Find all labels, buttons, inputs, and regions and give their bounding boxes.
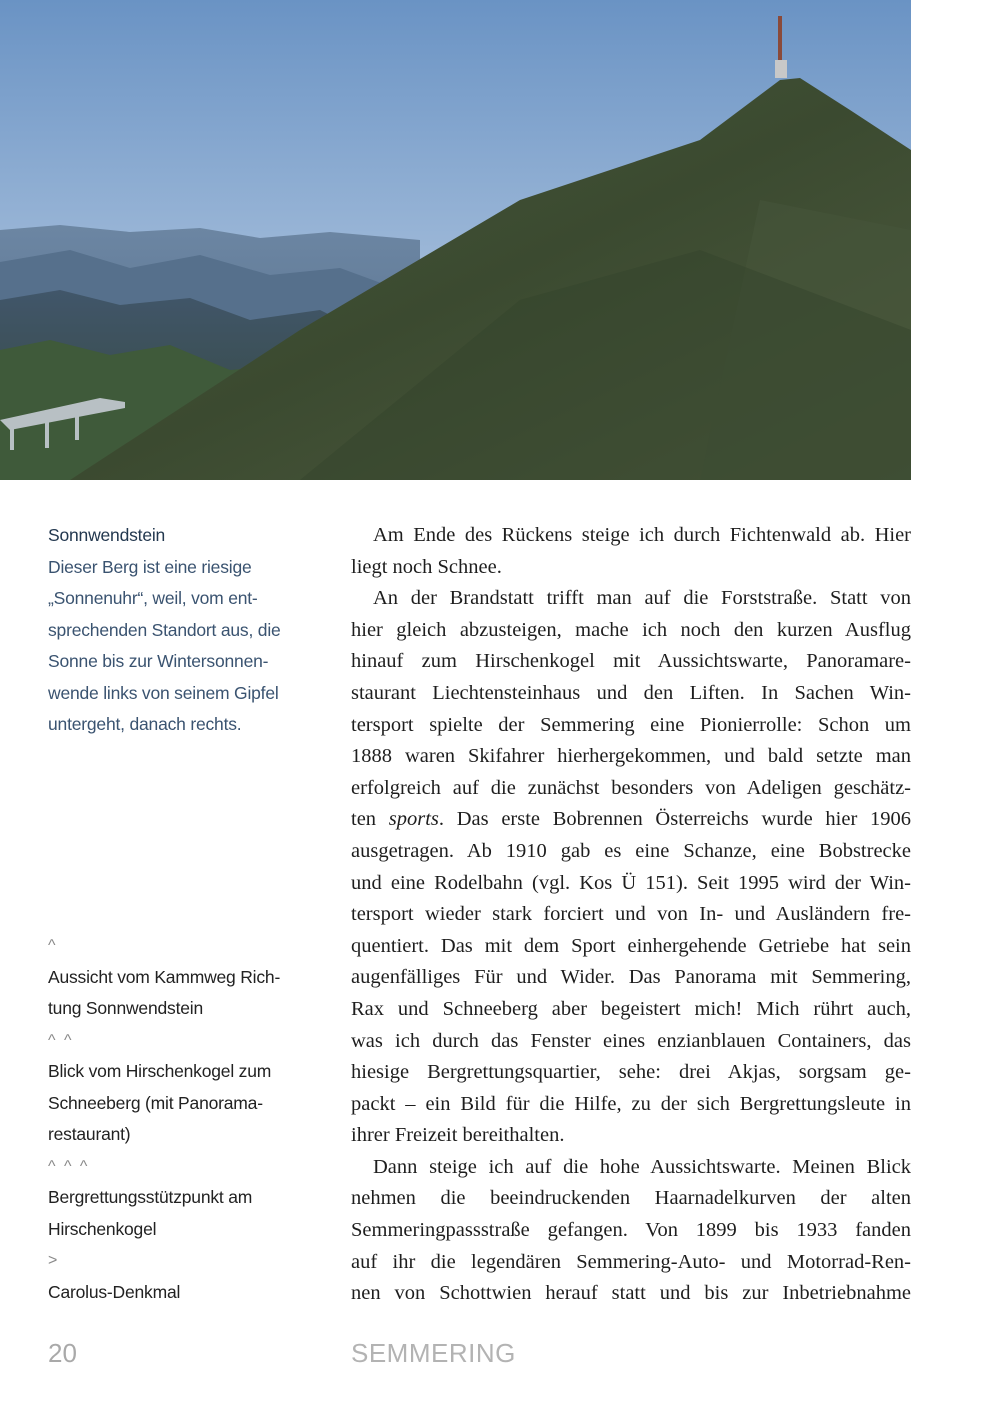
text-line: Rax und Schneeberg aber begeistert mich! Mich rührt auch, <box>351 997 911 1020</box>
caption-line: Carolus-Denkmal <box>48 1281 181 1302</box>
running-head: SEMMERING <box>351 1338 516 1368</box>
text-line: erfolgreich auf die zunächst besonders von Adeligen geschätz- <box>351 776 911 799</box>
sidebar-line: Sonne bis zur Wintersonnen- <box>48 651 269 671</box>
text-line: Dann steige ich auf die hohe Aussichtswarte. Meinen Blick <box>373 1155 911 1178</box>
text-line <box>351 804 911 836</box>
text-line: was ich durch das Fenster eines enzianblauen Containers, das <box>351 1029 911 1052</box>
text-line: Am Ende des Rückens steige ich durch Fichtenwald ab. Hier <box>373 524 911 546</box>
text-line: tersport wieder stark forciert und von In- und Ausländern fre- <box>351 903 911 926</box>
caption-line: Aussicht vom Kammweg Rich- <box>48 966 281 987</box>
text-line: Semmeringpassstraße gefangen. Von 1899 bis 1933 fanden <box>351 1219 911 1242</box>
caption-marker-right-icon: > <box>48 1252 60 1269</box>
text-line: ausgetragen. Ab 1910 gab es eine Schanze, eine Bobstrecke <box>351 839 911 862</box>
text-line: nehmen die beeindruckenden Haarnadelkurven der alten <box>351 1187 911 1210</box>
mountain-illustration <box>0 0 911 480</box>
caption-line: Blick vom Hirschenkogel zum <box>48 1061 272 1081</box>
sidebar-line: untergeht, danach rechts. <box>48 714 242 734</box>
caption-marker-up-icon: ^ ^ ^ <box>48 1157 90 1175</box>
text-line: tersport spielte der Semmering eine Pionierrolle: Schon um <box>351 713 911 736</box>
text-line: ihrer Freizeit bereithalten. <box>351 1124 565 1147</box>
sidebar-line: wende links von seinem Gipfel <box>48 682 279 703</box>
caption-marker-up-icon: ^ ^ <box>48 1031 74 1049</box>
text-line: augenfälliges Für und Wider. Das Panorama mit Semmering, <box>351 966 911 989</box>
text-line: staurant Liechtensteinhaus und den Liften. In Sachen Win- <box>351 681 911 704</box>
caption-line: Hirschenkogel <box>48 1218 157 1239</box>
text-line: nen von Schottwien herauf statt und bis zur Inbetriebnahme <box>351 1282 911 1305</box>
sidebar-line: Dieser Berg ist eine riesige <box>48 556 252 577</box>
caption-line: Bergrettungsstützpunkt am <box>48 1187 253 1207</box>
sidebar-note <box>48 520 298 741</box>
caption-marker-up-icon: ^ <box>48 937 58 954</box>
text-line: auf ihr die legendären Semmering-Auto- und Motorrad-Ren- <box>351 1250 911 1273</box>
text-line: liegt noch Schnee. <box>351 555 502 578</box>
sidebar-title: Sonnwendstein <box>48 525 166 545</box>
text-line: packt – ein Bild für die Hilfe, zu der sich Bergrettungsleute in <box>351 1092 911 1115</box>
text-line: quentiert. Das mit dem Sport einhergehende Getriebe hat sein <box>351 934 911 957</box>
text-line: und eine Rodelbahn (vgl. Kos Ü 151). Seit 1995 wird der Win- <box>351 871 911 894</box>
caption-line: Schneeberg (mit Panorama- <box>48 1092 263 1113</box>
text-line: 1888 waren Skifahrer hierhergekommen, und bald setzte man <box>351 745 911 768</box>
text-line: hinauf zum Hirschenkogel mit Aussichtswarte, Panoramare- <box>351 650 911 673</box>
mountain-photo <box>0 0 911 480</box>
main-text <box>351 520 911 1310</box>
text-segment: . Das erste Bobrennen Österreichs wurde hier 1906 <box>438 808 912 831</box>
text-line: hier gleich abzusteigen, mache ich noch den kurzen Ausflug <box>351 618 911 641</box>
page-number: 20 <box>48 1338 77 1368</box>
photo-captions <box>48 930 298 1308</box>
text-line: An der Brandstatt trifft man auf die Forststraße. Statt von <box>373 587 911 610</box>
caption-line: tung Sonnwendstein <box>48 998 203 1018</box>
italic-word: sports <box>388 808 439 831</box>
sidebar-line: „Sonnenuhr“, weil, vom ent- <box>48 588 258 608</box>
caption-line: restaurant) <box>48 1124 131 1144</box>
text-line: hiesige Bergrettungsquartier, sehe: drei Akjas, sorgsam ge- <box>351 1061 911 1084</box>
text-segment: ten <box>351 808 389 831</box>
sidebar-line: sprechenden Standort aus, die <box>48 619 281 640</box>
